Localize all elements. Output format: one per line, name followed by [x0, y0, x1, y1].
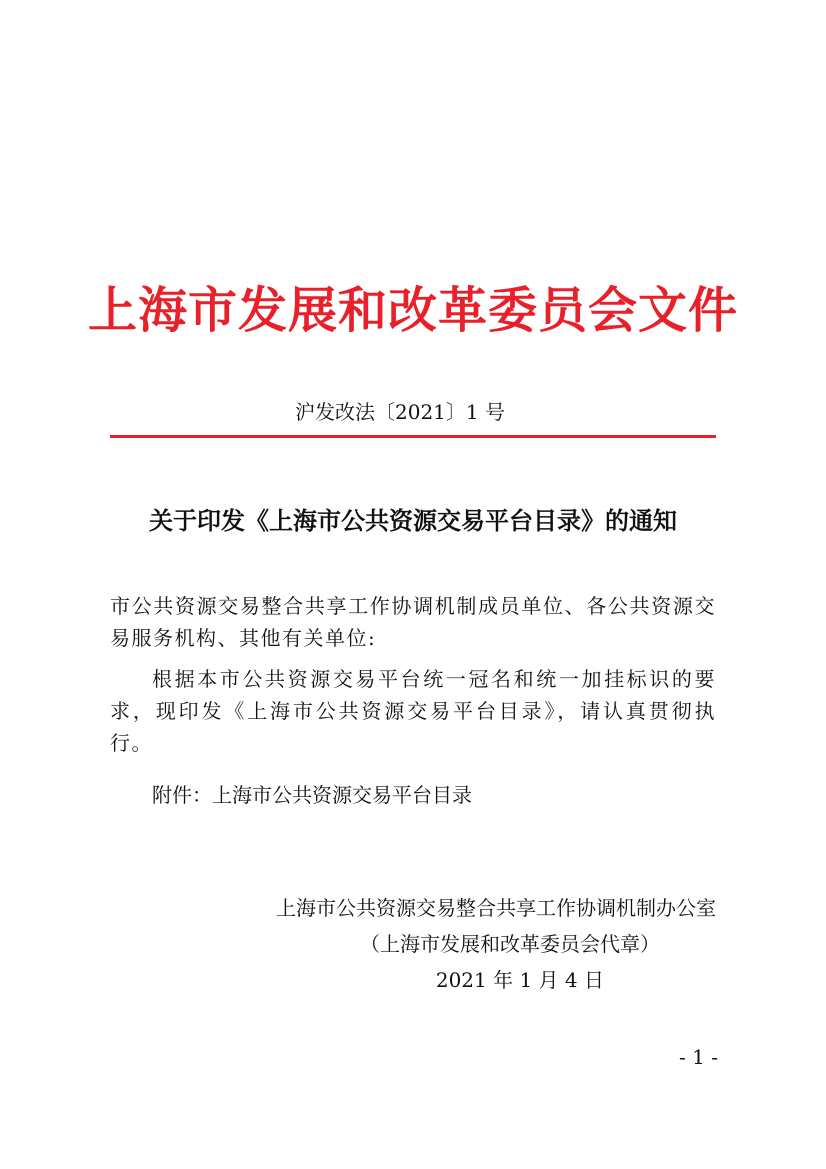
addressee-text: 市公共资源交易整合共享工作协调机制成员单位、各公共资源交易服务机构、其他有关单位: — [110, 594, 716, 650]
body-paragraph: 根据本市公共资源交易平台统一冠名和统一加挂标识的要求，现印发《上海市公共资源交易平台目录》，请认真贯彻执行。 — [110, 667, 716, 755]
attachment-line: 附件：上海市公共资源交易平台目录 — [152, 783, 472, 807]
document-masthead: 上海市发展和改革委员会文件 — [87, 281, 738, 339]
document-number: 沪发改法〔2021〕1 号 — [295, 400, 505, 424]
document-title: 关于印发《上海市公共资源交易平台目录》的通知 — [149, 506, 677, 535]
page-number: - 1 - — [679, 1045, 718, 1069]
signature-stamp-note: （上海市发展和改革委员会代章） — [360, 932, 660, 956]
red-divider-line — [110, 435, 716, 438]
signature-block — [196, 890, 716, 998]
signature-date: 2021 年 1 月 4 日 — [435, 968, 604, 992]
signature-organization: 上海市公共资源交易整合共享工作协调机制办公室 — [276, 896, 716, 920]
